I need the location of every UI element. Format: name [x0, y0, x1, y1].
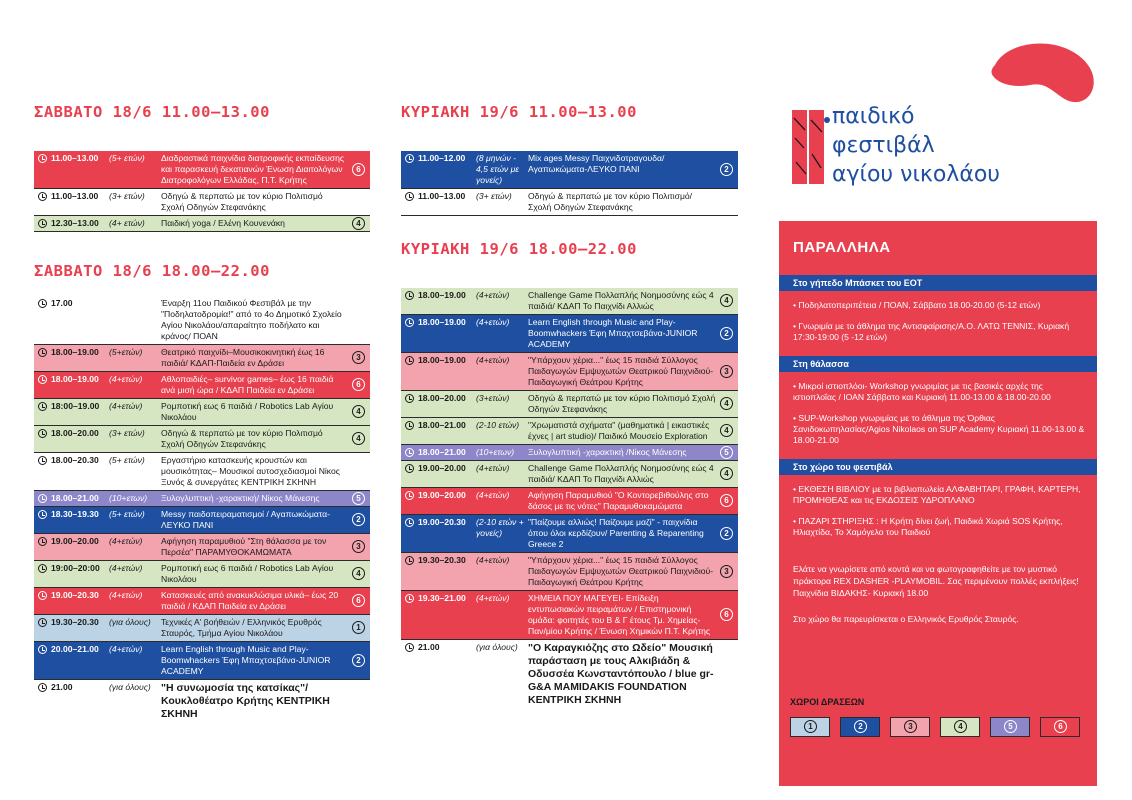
event-age: (5+ ετών) [109, 509, 145, 519]
event-description: Κατασκευές από ανακυκλώσιμα υλικά– έως 20 παιδιά / ΚΔΑΠ Παιδεία εν Δράσει [161, 590, 339, 611]
zone-number: 6 [1054, 720, 1067, 733]
schedule-row [401, 288, 738, 315]
zone-legend-box [1040, 717, 1080, 737]
schedule-row [34, 534, 370, 561]
zone-number-badge: 6 [352, 594, 365, 607]
schedule-row [34, 399, 370, 426]
event-description: Learn English through Music and Play- Boomwhackers Έφη Μπαχτσεβάνα-JUNIOR ACADEMY [528, 317, 698, 349]
logo-line-2: φεστιβάλ [832, 133, 935, 158]
zone-legend-box [940, 717, 980, 737]
clock-icon [405, 464, 414, 473]
event-description: "Παίζουμε αλλιώς! Παίζουμε μαζί" - παιχνίδια όπου όλοι κερδίζουν/ Parenting & Reparenting Greece 2 [528, 517, 704, 549]
clock-icon [38, 537, 47, 546]
zone-number-badge: 4 [720, 294, 733, 307]
event-age: (3+ ετών) [476, 191, 512, 201]
parallel-section-heading: Στη θάλασσα [779, 356, 1097, 372]
sat-morning-title: ΣΑΒΒΑΤΟ 18/6 11.00–13.00 [34, 103, 270, 121]
schedule-row [34, 642, 370, 680]
sat-evening-schedule [34, 296, 370, 723]
schedule-row [34, 680, 370, 723]
zone-number-badge: 4 [352, 217, 365, 230]
schedule-row [34, 296, 370, 345]
event-description: Mix ages Messy Παιχνιδοτραγουδα/ Αγαπωκώματα-ΛΕΥΚΟ ΠΑΝΙ [528, 153, 665, 174]
event-age: (4+ετών) [476, 593, 510, 603]
event-time: 11.00–13.00 [51, 153, 99, 163]
schedule-row [34, 151, 370, 189]
schedule-row [34, 189, 370, 216]
clock-icon [38, 645, 47, 654]
schedule-row [34, 426, 370, 453]
schedule-row [401, 445, 738, 461]
event-description: Οδηγώ & περπατώ με τον κύριο Πολιτισμό Σχολή Οδηγών Στεφανάκης [161, 428, 323, 449]
event-description: Learn English through Music and Play- Boomwhackers Έφη Μπαχτσεβάνα-JUNIOR ACADEMY [161, 644, 331, 676]
event-age: (10+ετων) [109, 493, 148, 503]
event-time: 21.00 [418, 642, 440, 652]
clock-icon [405, 518, 414, 527]
event-age: (10+ετων) [476, 447, 515, 457]
clock-icon [38, 192, 47, 201]
clock-icon [38, 375, 47, 384]
schedule-row [401, 515, 738, 553]
event-age: (5+ετών) [109, 347, 143, 357]
zone-number-badge: 5 [720, 446, 733, 459]
logo-line-3: αγίου νικολάου [832, 162, 1001, 187]
clock-icon [405, 448, 414, 457]
clock-icon [38, 348, 47, 357]
event-time: 18.00–19.00 [51, 374, 99, 384]
schedule-row [401, 461, 738, 488]
event-age: (4+ετών) [476, 355, 510, 365]
sun-evening-title: ΚΥΡΙΑΚΗ 19/6 18.00–22.00 [401, 240, 637, 258]
zone-number-badge: 1 [352, 621, 365, 634]
zone-number: 1 [804, 720, 817, 733]
clock-icon [405, 394, 414, 403]
zone-legend-box [890, 717, 930, 737]
event-age: (4+ετών) [476, 490, 510, 500]
clock-icon [405, 556, 414, 565]
zone-number-badge: 6 [720, 608, 733, 621]
event-description: Challenge Game Πολλαπλής Νοημοσύνης εώς 4 παιδιά/ ΚΔΑΠ Το Παιχνίδι Αλλιώς [528, 463, 714, 484]
parallel-section-heading: Στο γήπεδο Μπάσκετ του ΕΟΤ [779, 275, 1097, 291]
event-description: "Υπάρχουν χέρια..." έως 15 παιδιά Σύλλογος Παιδαγωγών Εμψυχωτών Θεατρικού Παιχνιδιού-Παιδαγωγική Θεάτρου Κρήτης [528, 355, 714, 387]
clock-icon [38, 494, 47, 503]
zone-number-badge: 2 [352, 654, 365, 667]
schedule-row [401, 553, 738, 591]
event-description: Αφήγηση Παραμυθιού "Ο Κοντορεβιθούλης στο δάσος με τις νότες" Παραμυθοκαμώματα [528, 490, 709, 511]
clock-icon [405, 421, 414, 430]
event-time: 19.00–20.00 [51, 536, 99, 546]
zone-number: 4 [954, 720, 967, 733]
zone-number-badge: 2 [720, 527, 733, 540]
event-time: 18.00–20.00 [51, 428, 99, 438]
event-time: 18.00–19.00 [51, 347, 99, 357]
zone-number-badge: 3 [352, 540, 365, 553]
event-age: (5+ ετών) [109, 455, 145, 465]
event-age: (4+ετών) [109, 374, 143, 384]
zone-number-badge: 3 [720, 565, 733, 578]
event-age: (4+ετών) [109, 590, 143, 600]
event-description: Θεατρικό παιχνίδι–Μουσικοκινητική έως 16 παιδιά/ ΚΔΑΠ-Παιδεία εν Δράσει [161, 347, 325, 368]
event-description: "Υπάρχουν χέρια..." έως 15 παιδιά Σύλλογος Παιδαγωγών Εμψυχωτών Θεατρικού Παιχνιδιού-Παιδαγωγική Θεάτρου Κρήτης [528, 555, 714, 587]
event-time: 19.00–20.30 [51, 590, 99, 600]
clock-icon [405, 192, 414, 201]
sun-morning-schedule [401, 151, 738, 216]
event-description: Ξυλογλυπτική -χαρακτική/ Νίκος Μάνεσης [161, 493, 320, 503]
zone-legend-box [840, 717, 880, 737]
sun-evening-schedule [401, 288, 738, 709]
festival-logo-mark [792, 108, 830, 186]
clock-icon [38, 429, 47, 438]
zone-number-badge: 6 [352, 378, 365, 391]
schedule-row [34, 561, 370, 588]
event-age: (για όλους) [109, 682, 151, 692]
event-description: Ρομποτική εως 6 παιδιά / Robotics Lab Αγίου Νικολάου [161, 563, 334, 584]
sat-evening-title: ΣΑΒΒΑΤΟ 18/6 18.00–22.00 [34, 262, 270, 280]
clock-icon [405, 154, 414, 163]
zone-legend-box [990, 717, 1030, 737]
event-time: 18.00–21.00 [418, 447, 466, 457]
event-age: (4+ετών) [476, 317, 510, 327]
schedule-row [401, 591, 738, 640]
clock-icon [38, 618, 47, 627]
event-description: Ρομποτική εως 6 παιδιά / Robotics Lab Αγίου Νικολάου [161, 401, 334, 422]
event-description: Αθλοπαιδιές– survivor games– έως 16 παιδιά ανά μισή ώρα / ΚΔΑΠ Παιδεία εν Δράσει [161, 374, 334, 395]
parallel-item: • Ποδηλατοπεριπέτεια / ΠΟΑΝ, Σάββατο 18.00-20.00 (5-12 ετών) [793, 300, 1041, 310]
festival-blob-graphic [985, 40, 1100, 110]
clock-icon [38, 154, 47, 163]
clock-icon [38, 564, 47, 573]
event-age: (4+ετών) [476, 290, 510, 300]
event-time: 21.00 [51, 682, 73, 692]
zone-legend-box [790, 717, 830, 737]
zone-number-badge: 4 [720, 397, 733, 410]
event-description: "Η συνωμοσία της κατσίκας"/ Κουκλοθέατρο Κρήτης ΚΕΝΤΡΙΚΗ ΣΚΗΝΗ [161, 682, 330, 720]
event-age: (4+ετών) [109, 536, 143, 546]
parallel-item: • ΕΚΘΕΣΗ ΒΙΒΛΙΟΥ με τα βιβλιοπωλεία ΑΛΦΑΒΗΤΑΡΙ, ΓΡΑΦΗ, ΚΑΡΤΕΡΗ, ΠΡΟΜΗΘΕΑΣ και τις ΕΚΔΟΣΕΙΣ ΥΔΡΟΠΛΑΝΟ [793, 484, 1081, 505]
event-time: 11.00–13.00 [418, 191, 466, 201]
zones-legend-label: ΧΩΡΟΙ ΔΡΑΣΕΩΝ [790, 697, 865, 707]
zone-number: 3 [904, 720, 917, 733]
clock-icon [38, 402, 47, 411]
parallel-item: • ΠΑΖΑΡΙ ΣΤΗΡΙΞΗΣ : Η Κρήτη δίνει ζωή, Παιδικά Χωριά SOS Κρήτης, Ηλιαχτίδα, Το Χαμόγελο του Παιδιού [793, 516, 1063, 537]
event-time: 11.00–13.00 [51, 191, 99, 201]
event-time: 19.00–20.00 [418, 490, 466, 500]
parallel-note-playmobil: Ελάτε να γνωρίσετε από κοντά και να φωτογραφηθείτε με τον μυστικό πράκτορα REX DASHER -PLAYMOBIL. Σας περιμένουν πολλές εκπλήξεις! Παιχνίδια ΒΙΔΑΚΗΣ- Κυριακή 18.00 [793, 564, 1079, 598]
event-time: 19.00–20.00 [418, 463, 466, 473]
event-age: (4+ετών) [109, 563, 143, 573]
zone-number-badge: 3 [720, 365, 733, 378]
schedule-row [401, 640, 738, 709]
clock-icon [38, 683, 47, 692]
event-description: "Χρωματιστά σχήματα" (μαθηματικά | εικαστικές έχνες | art studio)/ Παιδικό Μουσείο Exploration [528, 420, 710, 441]
event-time: 18.00–21.00 [418, 420, 466, 430]
clock-icon [38, 456, 47, 465]
zone-number-badge: 6 [352, 163, 365, 176]
schedule-row [401, 315, 738, 353]
clock-icon [405, 643, 414, 652]
event-time: 20.00–21.00 [51, 644, 99, 654]
zone-number-badge: 2 [352, 513, 365, 526]
event-age: (3+ετών) [476, 393, 510, 403]
parallel-item: • Γνωριμία με το άθλημα της Αντισφαίρισης/Α.Ο. ΛΑΤΩ ΤΕΝΝΙΣ, Κυριακή 17:30-19:00 (5 -12 ετών) [793, 321, 1070, 342]
event-time: 18.00–19.00 [418, 355, 466, 365]
event-time: 12.30–13.00 [51, 218, 99, 228]
schedule-row [34, 491, 370, 507]
event-age: (για όλους) [109, 617, 151, 627]
zone-number: 5 [1004, 720, 1017, 733]
event-description: "Ο Καραγκιόζης στο Ωδείο" Μουσική παράσταση με τους Αλκιβιάδη & Οδυσσέα Κωνσταντόπουλο / blue gr-G&A MAMIDAKIS FOUNDATION ΚΕΝΤΡΙΚΗ ΣΚΗΝΗ [528, 642, 714, 706]
event-age: (4+ετών) [109, 401, 143, 411]
schedule-row [34, 615, 370, 642]
clock-icon [405, 291, 414, 300]
zones-legend [790, 697, 1080, 741]
event-description: Messy παιδοπειραματισμοί / Αγαπωκώματα-ΛΕΥΚΟ ΠΑΝΙ [161, 509, 331, 530]
schedule-row [34, 588, 370, 615]
event-description: Εργαστήριο κατασκευής κρουστών και μουσικότητας– Μουσικοί αυτοσχεδιασμοί Νίκος Ξυνός & συνεργάτες ΚΕΝΤΡΙΚΗ ΣΚΗΝΗ [161, 455, 340, 487]
zone-number-badge: 6 [720, 494, 733, 507]
schedule-row [34, 216, 370, 232]
parallel-item: • SUP-Workshop γνωριμίας με το άθλημα της Όρθιας Σανιδοκωπηλασίας/Agios Nikolaos on SUP Academy Κυριακή 11.00-13.00 & 18.00-21.00 [793, 413, 1085, 445]
schedule-row [401, 418, 738, 445]
zone-number-badge: 3 [352, 351, 365, 364]
event-time: 19:00–20:00 [51, 563, 100, 573]
event-age: (5+ ετών) [109, 153, 145, 163]
schedule-row [401, 353, 738, 391]
event-description: Οδηγώ & περπατώ με τον κύριο Πολιτισμό/ Σχολή Οδηγών Στεφανάκης [528, 191, 693, 212]
parallel-section-heading: Στο χώρο του φεστιβάλ [779, 459, 1097, 475]
clock-icon [405, 318, 414, 327]
zone-number-badge: 4 [352, 567, 365, 580]
event-time: 18.30–19.30 [51, 509, 99, 519]
zone-number-badge: 4 [352, 432, 365, 445]
logo-line-1: παιδικό [832, 104, 915, 129]
event-time: 11.00–12.00 [418, 153, 466, 163]
schedule-row [401, 189, 738, 216]
event-description: Έναρξη 11ου Παιδικού Φεστιβάλ με την "Ποδηλατοδρομία!" από το 4ο Δημοτικό Σχολείο Αγίου Νικολάου/απαραίτητο ποδήλατο και κράνος/ ΠΟΑΝ [161, 298, 342, 341]
event-age: (3+ ετών) [109, 428, 145, 438]
schedule-row [34, 507, 370, 534]
schedule-row [401, 391, 738, 418]
event-age: (2-10 ετών + γονείς) [476, 517, 524, 538]
event-description: Τεχνικές Α' βοήθειών / Ελληνικός Ερυθρός Σταυρός, Τμήμα Αγίου Νικολάου [161, 617, 322, 638]
schedule-row [34, 453, 370, 491]
clock-icon [405, 491, 414, 500]
parallel-title: ΠΑΡΑΛΛΗΛΑ [793, 239, 891, 256]
clock-icon [405, 356, 414, 365]
event-description: ΧΗΜΕΙΑ ΠΟΥ ΜΑΓΕΥΕΙ- Επίδειξη εντυπωσιακών πειραμάτων / Επιστημονική ομάδα: φοιτητές του Β & Γ έτους Τμ. Χημείας-Παν/μίου Κρήτης / Ένωση Χημικών Π.Τ. Κρήτης [528, 593, 711, 636]
event-age: (3+ ετών) [109, 191, 145, 201]
event-time: 18.00–20.00 [418, 393, 466, 403]
event-description: Διαδραστικά παιχνίδια διατροφικής εκπαίδευσης και παρασκευή δεκατιανών Ένωση Διαιτολόγων Διατροφολόγων Ελλάδας, Π.Τ. Κρήτης [161, 153, 345, 185]
event-time: 18.00–19.00 [418, 317, 466, 327]
event-description: Challenge Game Πολλαπλής Νοημοσύνης εώς 4 παιδιά/ ΚΔΑΠ Το Παιχνίδι Αλλιώς [528, 290, 714, 311]
zone-number-badge: 4 [720, 424, 733, 437]
event-description: Οδηγώ & περπατώ με τον κύριο Πολιτισμό Σχολή Οδηγών Στεφανάκης [161, 191, 323, 212]
event-age: (για όλους) [476, 642, 518, 652]
zone-number-badge: 4 [352, 405, 365, 418]
zone-number-badge: 2 [720, 163, 733, 176]
clock-icon [38, 219, 47, 228]
event-time: 19.30–20.30 [51, 617, 99, 627]
event-time: 19.00–20.30 [418, 517, 466, 527]
event-age: (4+ετών) [476, 555, 510, 565]
schedule-row [34, 345, 370, 372]
sat-morning-schedule [34, 151, 370, 232]
schedule-row [401, 488, 738, 515]
event-time: 18:00–19.00 [51, 401, 100, 411]
schedule-row [34, 372, 370, 399]
event-time: 19.30–20.30 [418, 555, 466, 565]
clock-icon [38, 591, 47, 600]
clock-icon [38, 299, 47, 308]
schedule-row [401, 151, 738, 189]
event-time: 18.00–21.00 [51, 493, 99, 503]
event-time: 18.00–19.00 [418, 290, 466, 300]
event-age: (8 μηνών - 4,5 ετών με γονείς) [476, 153, 520, 185]
event-age: (2-10 ετών) [476, 420, 520, 430]
parallel-note-red-cross: Στο χώρο θα παρευρίσκεται ο Ελληνικός Ερυθρός Σταυρός. [793, 614, 1019, 624]
event-age: (4+ετών) [109, 644, 143, 654]
event-time: 18.00–20.30 [51, 455, 99, 465]
event-time: 17.00 [51, 298, 73, 308]
event-description: Ξυλογλυπτική -χαρακτική /Νίκος Μάνεσης [528, 447, 687, 457]
clock-icon [38, 510, 47, 519]
zone-number-badge: 2 [720, 327, 733, 340]
event-age: (4+ ετών) [109, 218, 145, 228]
zone-number-badge: 5 [352, 492, 365, 505]
zone-number: 2 [854, 720, 867, 733]
clock-icon [405, 594, 414, 603]
sun-morning-title: ΚΥΡΙΑΚΗ 19/6 11.00–13.00 [401, 103, 637, 121]
parallel-item: • Μικροί ιστιοπλόοι- Workshop γνωριμίας με τις βασικές αρχές της ιστιοπλοΐας / ΙΟΑΝ Σάββατο και Κυριακή 11.00-13.00 & 18.00-20.00 [793, 381, 1051, 402]
zone-number-badge: 4 [720, 467, 733, 480]
event-description: Αφήγηση παραμυθιού "Στη θάλασσα με τον Περσέα" ΠΑΡΑΜΥΘΟΚΑΜΩΜΑΤΑ [161, 536, 327, 557]
event-description: Οδηγώ & περπατώ με τον κύριο Πολιτισμό Σχολή Οδηγών Στεφανάκης [528, 393, 716, 414]
event-time: 19.30–21.00 [418, 593, 466, 603]
event-description: Παιδική yoga / Ελένη Κουνενάκη [161, 218, 285, 228]
event-age: (4+ετών) [476, 463, 510, 473]
